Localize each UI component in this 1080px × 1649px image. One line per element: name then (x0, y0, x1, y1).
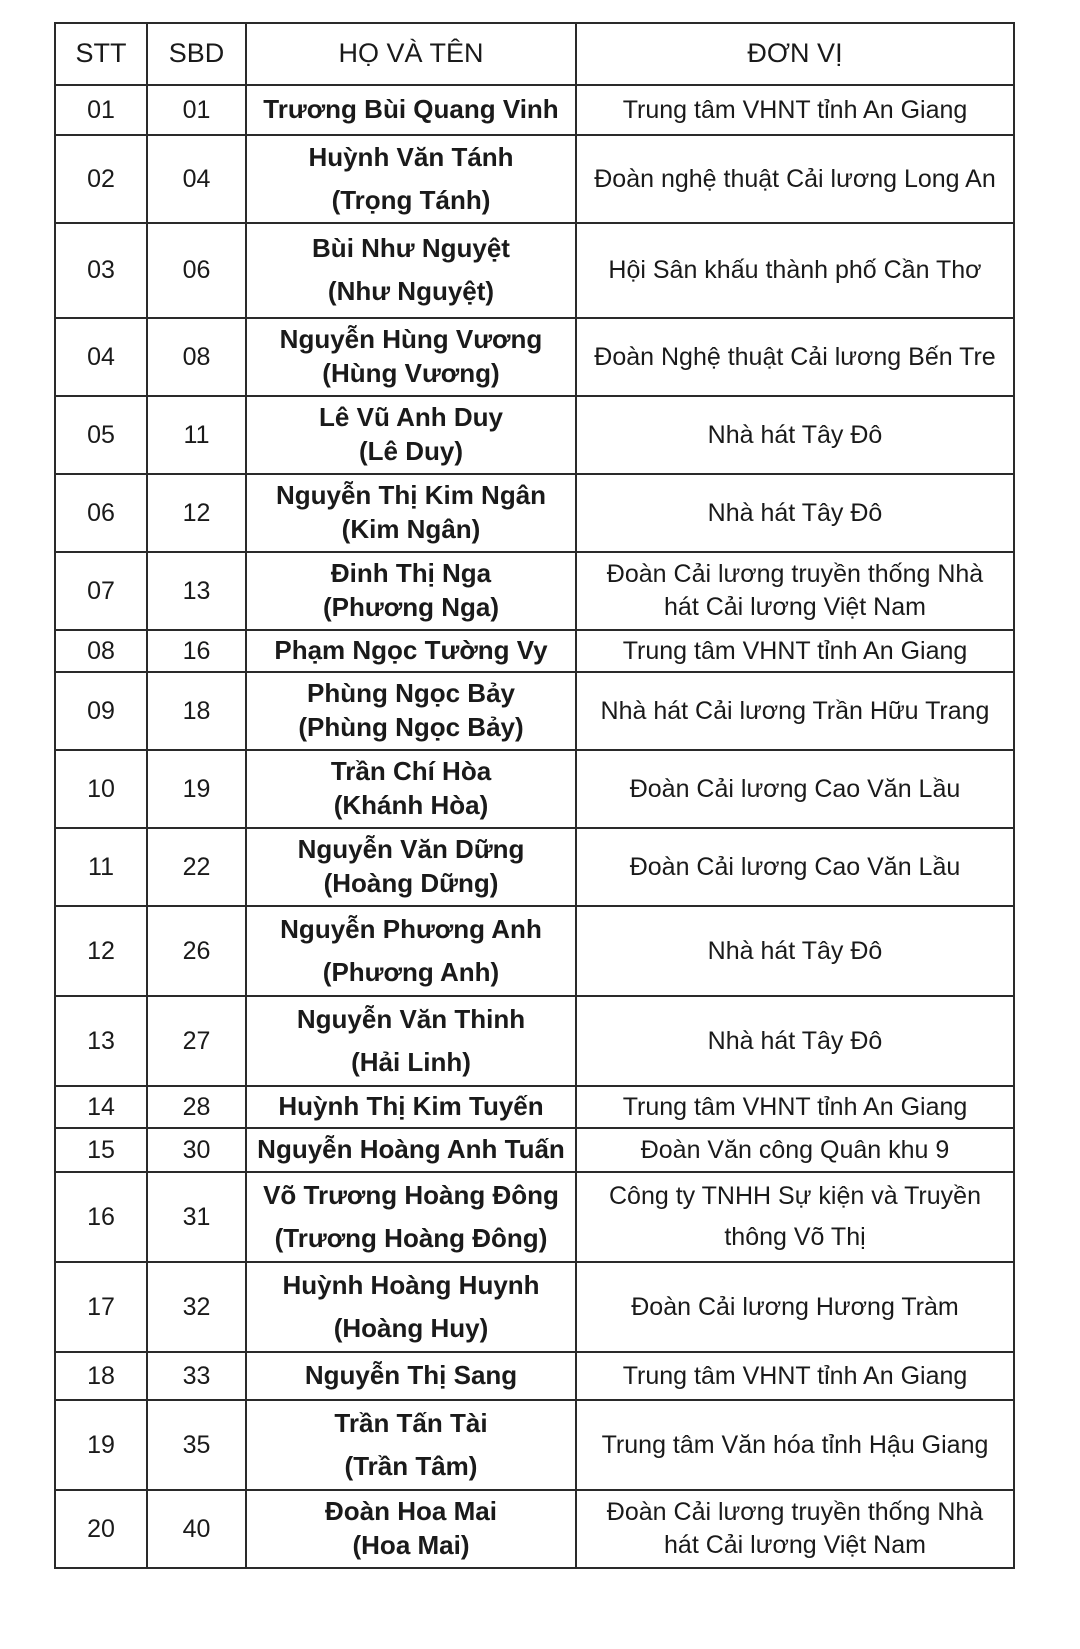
cell-name (246, 1086, 576, 1128)
cell-sbd: 12 (147, 474, 246, 552)
cell-stt: 01 (55, 85, 147, 135)
participant-name: Đinh Thị Nga (330, 557, 492, 588)
cell-stt: 07 (55, 552, 147, 630)
cell-stt: 06 (55, 474, 147, 552)
cell-name (246, 223, 576, 318)
cell-sbd: 16 (147, 630, 246, 672)
participant-name: Trần Tấn Tài (334, 1407, 488, 1438)
table-row (55, 552, 1014, 630)
table-row (55, 396, 1014, 474)
cell-sbd: 31 (147, 1172, 246, 1262)
table-row (55, 318, 1014, 396)
table-row (55, 1490, 1014, 1568)
cell-stt: 02 (55, 135, 147, 223)
stage-name: (Hùng Vương) (322, 357, 500, 388)
participant-name: Nguyễn Phương Anh (280, 913, 542, 944)
cell-sbd: 19 (147, 750, 246, 828)
cell-unit: Nhà hát Tây Đô (576, 474, 1014, 552)
cell-name (246, 906, 576, 996)
cell-sbd: 18 (147, 672, 246, 750)
participant-name: Trương Bùi Quang Vinh (263, 94, 559, 125)
cell-stt: 04 (55, 318, 147, 396)
cell-unit: Đoàn Văn công Quân khu 9 (576, 1128, 1014, 1172)
participant-name: Nguyễn Hùng Vương (279, 323, 543, 354)
participant-name: Nguyễn Hoàng Anh Tuấn (257, 1133, 565, 1164)
stage-name: (Phương Nga) (323, 591, 499, 622)
cell-sbd: 40 (147, 1490, 246, 1568)
stage-name: (Hải Linh) (351, 1046, 471, 1077)
cell-sbd: 08 (147, 318, 246, 396)
cell-unit: Đoàn Cải lương Cao Văn Lầu (576, 828, 1014, 906)
table-row (55, 996, 1014, 1086)
cell-sbd: 30 (147, 1128, 246, 1172)
cell-unit: Trung tâm VHNT tỉnh An Giang (576, 630, 1014, 672)
cell-unit: Đoàn Cải lương Cao Văn Lầu (576, 750, 1014, 828)
table-row (55, 750, 1014, 828)
cell-stt: 13 (55, 996, 147, 1086)
cell-stt: 09 (55, 672, 147, 750)
cell-sbd: 27 (147, 996, 246, 1086)
cell-sbd: 26 (147, 906, 246, 996)
cell-name (246, 135, 576, 223)
table-row (55, 223, 1014, 318)
participant-name: Bùi Như Nguyệt (312, 233, 510, 264)
roster-table (54, 22, 1015, 1569)
cell-name (246, 1172, 576, 1262)
cell-unit: Đoàn nghệ thuật Cải lương Long An (576, 135, 1014, 223)
stage-name: (Phùng Ngọc Bảy) (298, 711, 524, 742)
cell-sbd: 35 (147, 1400, 246, 1490)
cell-name (246, 750, 576, 828)
participant-name: Đoàn Hoa Mai (325, 1495, 497, 1526)
table-row (55, 1262, 1014, 1352)
table-row (55, 828, 1014, 906)
stage-name: (Lê Duy) (359, 435, 463, 466)
cell-stt: 19 (55, 1400, 147, 1490)
cell-sbd: 01 (147, 85, 246, 135)
header-stt: STT (55, 23, 147, 85)
cell-stt: 08 (55, 630, 147, 672)
cell-name (246, 672, 576, 750)
participant-name: Lê Vũ Anh Duy (319, 401, 503, 432)
roster-body (55, 85, 1014, 1568)
participant-name: Nguyễn Văn Dững (297, 833, 525, 864)
cell-name (246, 1352, 576, 1400)
stage-name: (Phương Anh) (322, 956, 500, 987)
stage-name: (Kim Ngân) (341, 513, 481, 544)
cell-name (246, 996, 576, 1086)
stage-name: (Hoàng Dững) (323, 867, 499, 898)
cell-unit: Hội Sân khấu thành phố Cần Thơ (576, 223, 1014, 318)
table-row (55, 1352, 1014, 1400)
cell-unit: Đoàn Cải lương truyền thống Nhà hát Cải lương Việt Nam (576, 1490, 1014, 1568)
cell-name (246, 828, 576, 906)
table-row (55, 672, 1014, 750)
cell-sbd: 22 (147, 828, 246, 906)
cell-name (246, 630, 576, 672)
stage-name: (Khánh Hòa) (333, 789, 489, 820)
cell-stt: 20 (55, 1490, 147, 1568)
cell-unit: Trung tâm VHNT tỉnh An Giang (576, 1352, 1014, 1400)
cell-unit: Nhà hát Cải lương Trần Hữu Trang (576, 672, 1014, 750)
cell-sbd: 04 (147, 135, 246, 223)
cell-unit: Trung tâm Văn hóa tỉnh Hậu Giang (576, 1400, 1014, 1490)
participant-name: Huỳnh Văn Tánh (308, 142, 514, 172)
cell-name (246, 85, 576, 135)
header-row (55, 23, 1014, 85)
participant-name: Nguyễn Thị Sang (304, 1359, 518, 1390)
cell-name (246, 474, 576, 552)
cell-stt: 14 (55, 1086, 147, 1128)
table-row (55, 1086, 1014, 1128)
participant-name: Nguyễn Văn Thinh (296, 1003, 526, 1034)
cell-sbd: 13 (147, 552, 246, 630)
participant-name: Huỳnh Thị Kim Tuyến (278, 1090, 544, 1121)
cell-unit: Nhà hát Tây Đô (576, 396, 1014, 474)
cell-sbd: 06 (147, 223, 246, 318)
stage-name: (Trần Tâm) (344, 1450, 478, 1481)
cell-sbd: 11 (147, 396, 246, 474)
table-row (55, 474, 1014, 552)
table-row (55, 630, 1014, 672)
cell-unit: Đoàn Cải lương Hương Tràm (576, 1262, 1014, 1352)
participant-name: Phùng Ngọc Bảy (306, 677, 515, 708)
header-name: HỌ VÀ TÊN (246, 23, 576, 85)
cell-unit: Trung tâm VHNT tỉnh An Giang (576, 85, 1014, 135)
header-sbd: SBD (147, 23, 246, 85)
cell-stt: 18 (55, 1352, 147, 1400)
cell-stt: 11 (55, 828, 147, 906)
cell-stt: 03 (55, 223, 147, 318)
cell-stt: 17 (55, 1262, 147, 1352)
cell-sbd: 28 (147, 1086, 246, 1128)
cell-unit: Trung tâm VHNT tỉnh An Giang (576, 1086, 1014, 1128)
stage-name: (Hoa Mai) (352, 1529, 470, 1560)
table-row (55, 1172, 1014, 1262)
stage-name: (Hoàng Huy) (333, 1312, 489, 1343)
cell-name (246, 1262, 576, 1352)
table-row (55, 1400, 1014, 1490)
cell-sbd: 33 (147, 1352, 246, 1400)
cell-stt: 12 (55, 906, 147, 996)
participant-name: Nguyễn Thị Kim Ngân (275, 479, 547, 510)
cell-name (246, 1490, 576, 1568)
cell-name (246, 396, 576, 474)
participant-name: Phạm Ngọc Tường Vy (274, 634, 548, 665)
participant-name: Trần Chí Hòa (330, 755, 492, 786)
cell-unit: Công ty TNHH Sự kiện và Truyền thông Võ Thị (576, 1172, 1014, 1262)
cell-name (246, 552, 576, 630)
stage-name: (Trương Hoàng Đông) (274, 1222, 548, 1253)
cell-stt: 15 (55, 1128, 147, 1172)
table-row (55, 1128, 1014, 1172)
cell-name (246, 318, 576, 396)
participant-name: Võ Trương Hoàng Đông (263, 1179, 559, 1210)
stage-name: (Trọng Tánh) (331, 184, 491, 215)
cell-stt: 10 (55, 750, 147, 828)
cell-sbd: 32 (147, 1262, 246, 1352)
cell-name (246, 1128, 576, 1172)
cell-unit: Đoàn Cải lương truyền thống Nhà hát Cải lương Việt Nam (576, 552, 1014, 630)
cell-name (246, 1400, 576, 1490)
cell-unit: Nhà hát Tây Đô (576, 906, 1014, 996)
cell-stt: 16 (55, 1172, 147, 1262)
table-row (55, 135, 1014, 223)
cell-unit: Đoàn Nghệ thuật Cải lương Bến Tre (576, 318, 1014, 396)
cell-unit: Nhà hát Tây Đô (576, 996, 1014, 1086)
table-row (55, 85, 1014, 135)
participant-name: Huỳnh Hoàng Huynh (282, 1269, 540, 1300)
stage-name: (Như Nguyệt) (327, 276, 495, 307)
cell-stt: 05 (55, 396, 147, 474)
table-row (55, 906, 1014, 996)
header-unit: ĐƠN VỊ (576, 23, 1014, 85)
